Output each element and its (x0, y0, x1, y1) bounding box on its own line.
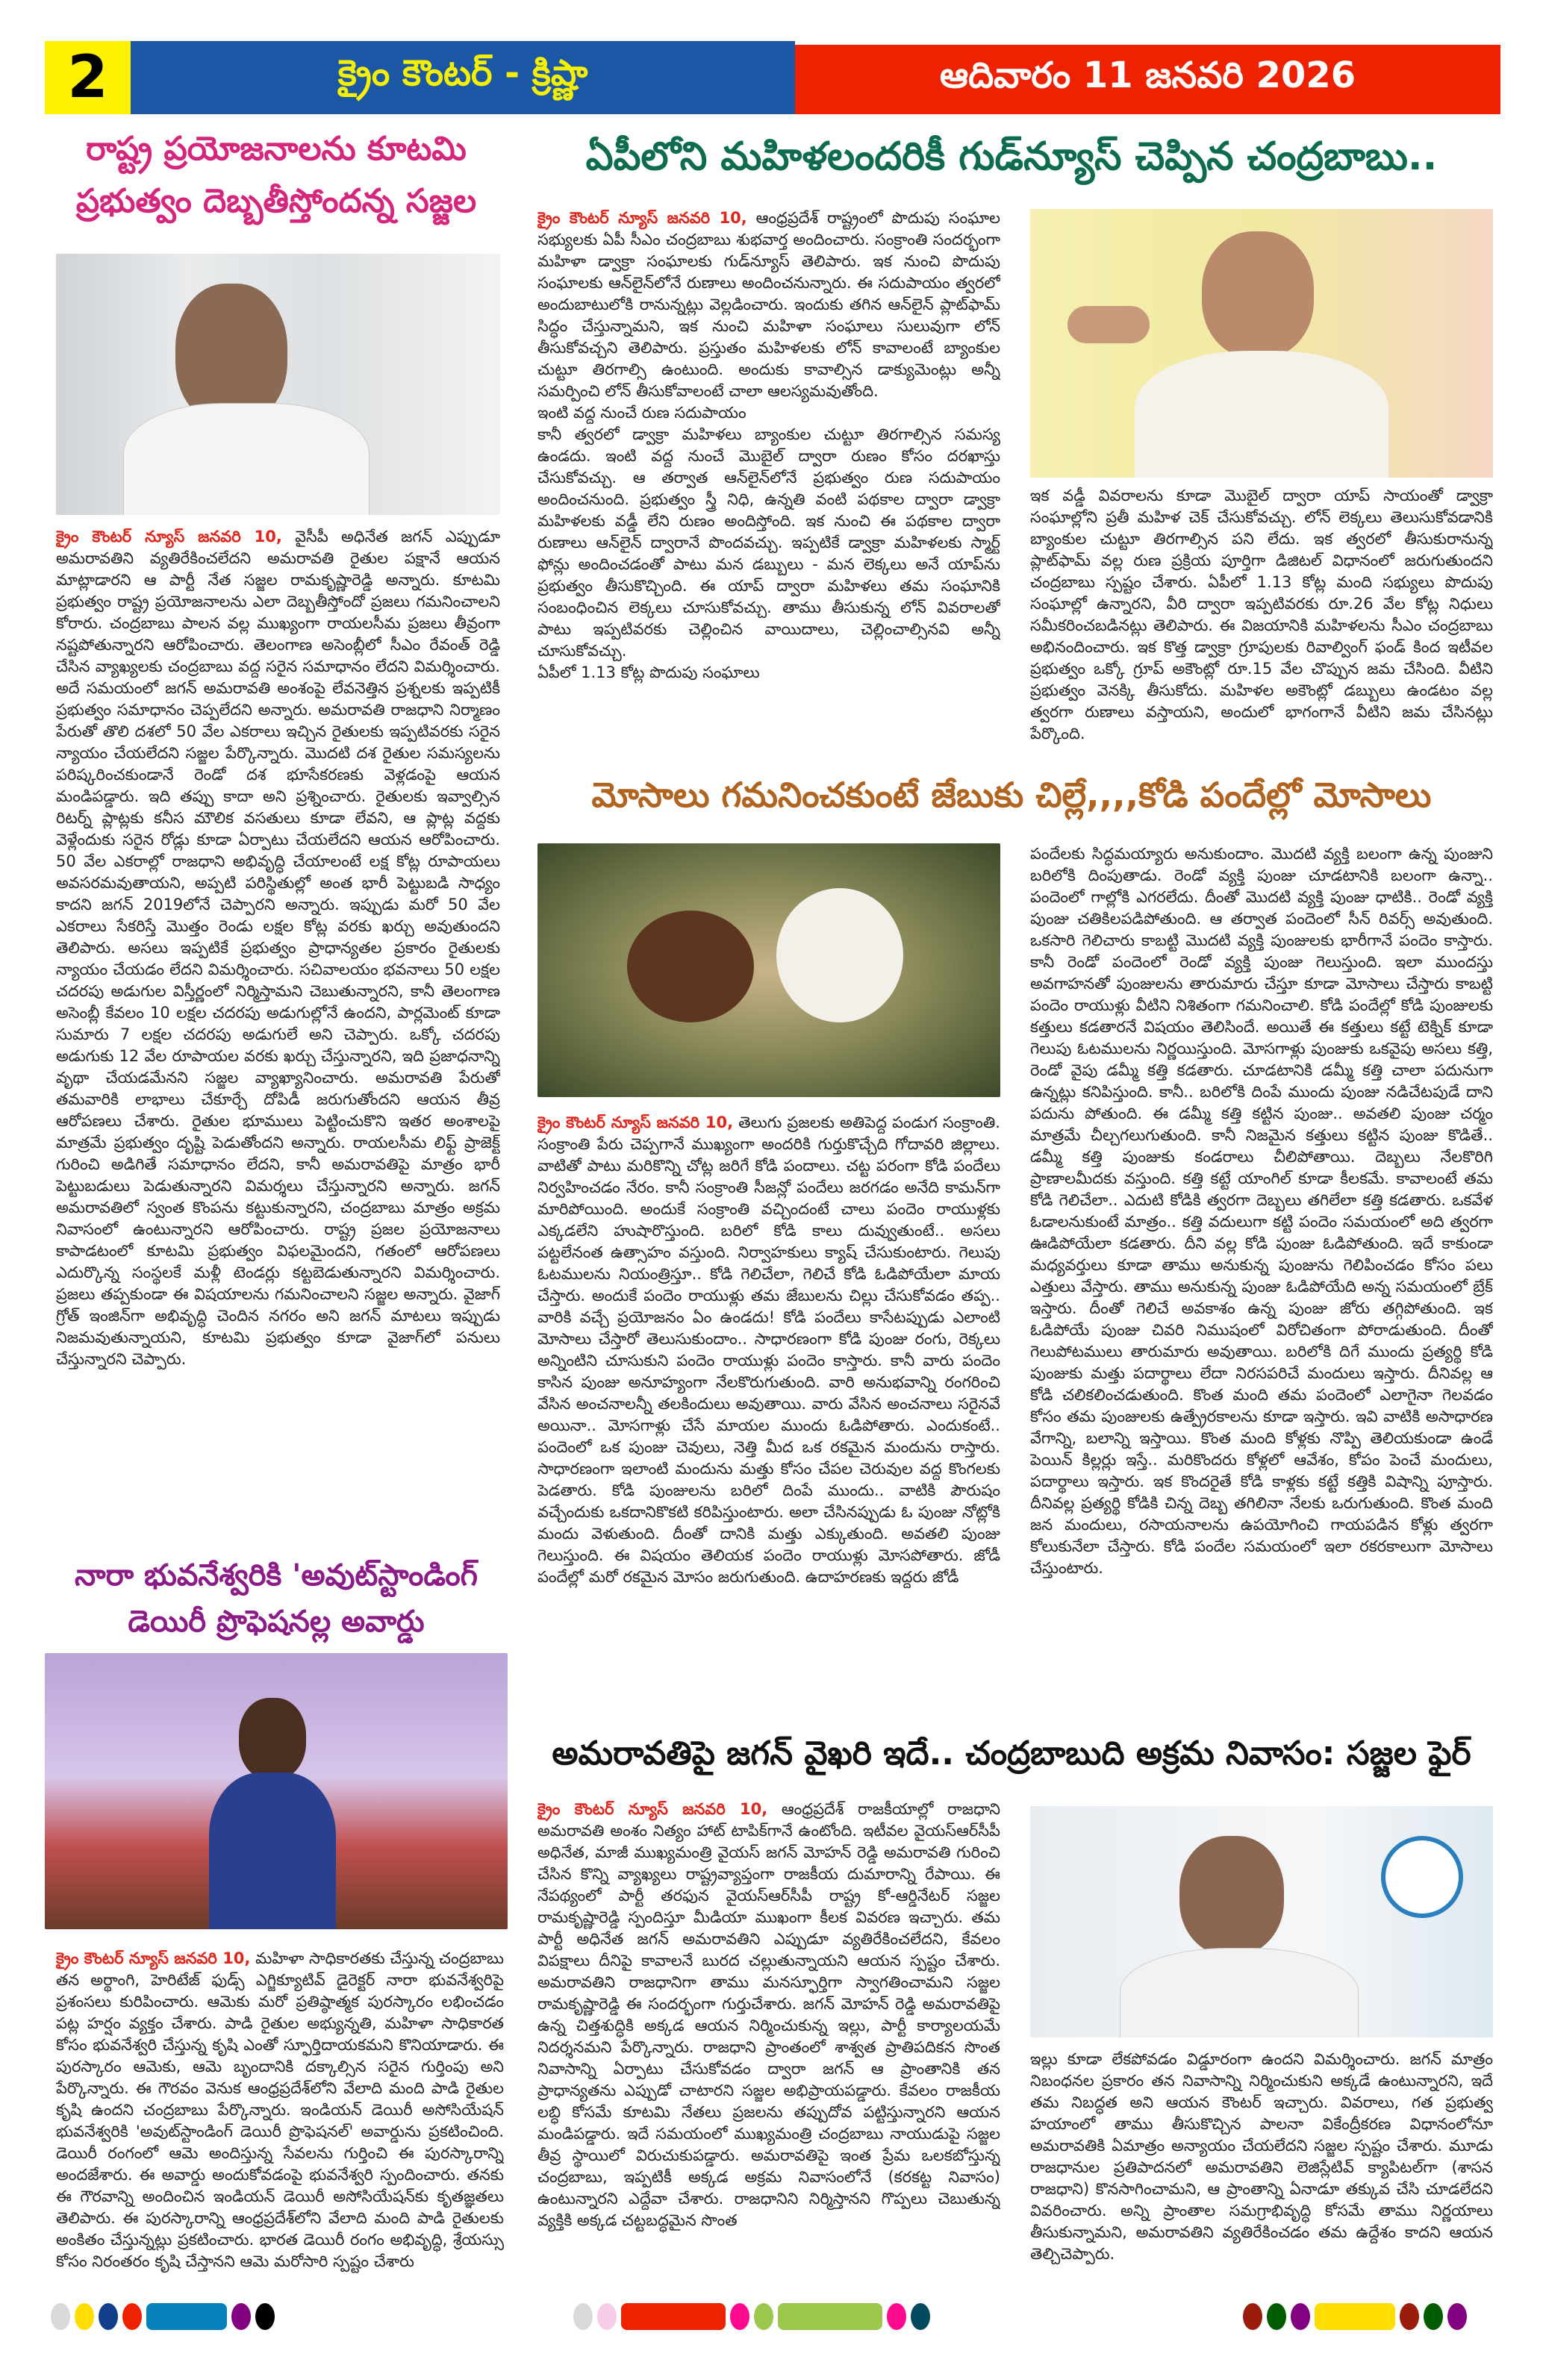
color-bar (778, 2303, 882, 2330)
color-dot (887, 2303, 906, 2330)
footer-color-strip-center (573, 2303, 930, 2330)
article-subhead: ఇంటి వద్ద నుంచే రుణ సదుపాయం (537, 404, 746, 422)
dateline: క్రైం కౌంటర్ న్యూస్ జనవరి 10, (537, 1114, 734, 1131)
goodnews-headline: ఏపీలోని మహిళలందరికీ గుడ్‌న్యూస్ చెప్పిన చంద్రబాబు.. (585, 134, 1438, 179)
paper-name: క్రైం కౌంటర్ - క్రిష్ణా (131, 41, 795, 114)
sajjala-photo (56, 254, 500, 515)
footer-color-strip-right (1243, 2303, 1467, 2330)
headline-line-1: రాష్ట్ర ప్రయోజనాలను కూటమి (86, 130, 467, 168)
dateline: క్రైం కౌంటర్ న్యూస్ జనవరి 10, (537, 1800, 768, 1818)
color-dot (122, 2303, 142, 2330)
dateline: క్రైం కౌంటర్ న్యూస్ జనవరి 10, (56, 528, 282, 546)
amaravati-headline: అమరావతిపై జగన్ వైఖరి ఇదే.. చంద్రబాబుది అక్రమ నివాసం: సజ్జల ఫైర్ (552, 1734, 1471, 1772)
color-dot (1447, 2303, 1467, 2330)
article-text: ఆంధ్రప్రదేశ్ రాష్ట్రంలో పొదుపు సంఘాల సభ్యులకు ఏపీ సీఎం చంద్రబాబు శుభవార్త అందించారు. సంక్రాంతి సందర్భంగా మహిళా డ్వాక్రా సంఘాలకు గుడ్‌న్యూస్ తెలిపారు. ఇక నుంచి పొదుపు సంఘాలకు ఆన్‌లైన్‌లోనే రుణాలు అందించనున్నారు. ఈ సదుపాయం త్వరలో అందుబాటులోకి రానున్నట్లు వెల్లడించారు. ఇందుకు తగిన ఆన్‌లైన్ ప్లాట్‌ఫామ్ సిద్ధం చేస్తున్నామని, ఇక నుంచి మహిళా సంఘాలు సులువుగా లోన్ తీసుకోవచ్చని తెలిపారు. ప్రస్తుతం మహిళలకు లోన్ కావాలంటే బ్యాంకుల చుట్టూ తిరగాల్సి ఉంటుంది. అందుకు కావాల్సిన డాక్యుమెంట్లు అన్నీ సమర్పించి లోన్ తీసుకోవాలంటే చాలా ఆలస్యమవుతోంది. (537, 209, 1000, 400)
color-dot (597, 2303, 617, 2330)
article-text: వైసీపీ అధినేత జగన్ ఎప్పుడూ అమరావతిని వ్యతిరేకించలేదని అమరావతి రైతుల పక్షానే ఆయన మాట్లాడారని ఆ పార్టీ నేత సజ్జల రామకృష్ణారెడ్డి అన్నారు. కూటమి ప్రభుత్వం రాష్ట్ర ప్రయోజనాలను ఎలా దెబ్బతీస్తోందో ప్రజలు గమనించాలని కోరారు. చంద్రబాబు పాలన వల్ల ముఖ్యంగా రాయలసీమ ప్రజలు తీవ్రంగా నష్టపోతున్నారని ఆరోపించారు. తెలంగాణ అసెంబ్లీలో సీఎం రేవంత్ రెడ్డి చేసిన వ్యాఖ్యలకు చంద్రబాబు వద్ద సరైన సమాధానం లేదని విమర్శించారు. అదే సమయంలో జగన్ అమరావతి అంశంపై లేవనెత్తిన ప్రశ్నలకు ఇప్పటికీ ప్రభుత్వం సమాధానం చెప్పలేదని అన్నారు. అమరావతి రాజధాని నిర్మాణం పేరుతో తొలి దశలో 50 వేల ఎకరాలు ఇచ్చిన రైతులకు ఇప్పటివరకు సరైన న్యాయం చేయలేదని సజ్జల పేర్కొన్నారు. మొదటి దశ రైతుల సమస్యలను పరిష్కరించకుండానే రెండో దశ భూసేకరణకు వెళ్లడంపై ఆయన మండిపడ్డారు. ఇది తప్పు కాదా అని ప్రశ్నించారు. రైతులకు ఇవ్వాల్సిన రిటర్న్ ప్లాట్లకు కనీస మౌలిక వసతులు కూడా లేవని, ఆ ప్లాట్ల వద్దకు వెళ్లేందుకు సరైన రోడ్లు కూడా ఏర్పాటు చేయలేదని ఆయన ఆరోపించారు. 50 వేల ఎకరాల్లో రాజధాని అభివృద్ధి చేయాలంటే లక్ష కోట్ల రూపాయలు అవసరమవుతాయని, అప్పటి పరిస్థితుల్లో అంత భారీ పెట్టుబడి సాధ్యం కాదని జగన్ 2019లోనే చెప్పారని అన్నారు. ఇప్పుడు మరో 50 వేల ఎకరాలు సేకరిస్తే మొత్తం రెండు లక్షల కోట్ల వరకు ఖర్చు అవుతుందని తెలిపారు. అసలు ఇప్పటికే ప్రభుత్వం ప్రాధాన్యతల ప్రకారం రైతులకు న్యాయం చేయడం లేదని విమర్శించారు. సచివాలయం భవనాలు 50 లక్షల చదరపు అడుగుల విస్తీర్ణంలో నిర్మిస్తామని చెబుతున్నారని, కానీ తెలంగాణ అసెంబ్లీ కేవలం 10 లక్షల చదరపు అడుగుల్లోనే ఉందని, పార్లమెంట్ కూడా సుమారు 7 లక్షల చదరపు అడుగులే అని చెప్పారు. ఒక్కో చదరపు అడుగుకు 12 వేల రూపాయల వరకు ఖర్చు చేస్తున్నారని, ఇది ప్రజాధనాన్ని వృథా చేయడమేనని సజ్జల వ్యాఖ్యానించారు. అమరావతి పేరుతో తమవారికి లాభాలు చేకూర్చే దోపిడీ జరుగుతోందని ఆయన తీవ్ర ఆరోపణలు చేశారు. రైతుల భూములు పెట్టించుకొని ఇతర అంశాలపై మాత్రమే ప్రభుత్వం దృష్టి పెడుతోందని అన్నారు. రాయలసీమ లిఫ్ట్ ప్రాజెక్ట్ గురించి అడిగితే సమాధానం లేదని, కానీ అమరావతిపై మాత్రం భారీ పెట్టుబడులు పెడుతున్నారని విమర్శలు చేస్తున్నారని అన్నారు. జగన్ అమరావతిలో స్వంత కొంపను కట్టుకున్నారని, చంద్రబాబు మాత్రం అక్రమ నివాసంలో ఉంటున్నారని ఆరోపించారు. రాష్ట్ర ప్రజల ప్రయోజనాలు కాపాడటంలో కూటమి ప్రభుత్వం విఫలమైందని, గతంలో ఆరోపణలు ఎదుర్కొన్న సంస్థలకే మళ్లీ టెండర్లు కట్టబెడుతున్నారని విమర్శించారు. ప్రజలు తప్పకుండా ఈ విషయాలను గమనించాలని సజ్జల అన్నారు. వైజాగ్ గ్రోత్ ఇంజిన్‌గా అభివృద్ధి చెందిన నగరం అని జగన్ మాటలు ఇప్పుడు నిజమవుతున్నాయని, కూటమి ప్రభుత్వం కూడా వైజాగ్‌లో పనులు చేస్తున్నారని చెప్పారు. (56, 528, 500, 1368)
article-subhead-2: ఏపీలో 1.13 కోట్ల పొదుపు సంఘాలు (537, 663, 760, 681)
headline-line-2: ప్రభుత్వం దెబ్బతీస్తోందన్న సజ్జల (75, 182, 477, 220)
color-dot (911, 2303, 930, 2330)
color-dot (99, 2303, 118, 2330)
color-dot (1267, 2303, 1286, 2330)
page-number: 2 (45, 41, 131, 114)
color-dot (1291, 2303, 1310, 2330)
cockfight-article-body (537, 1112, 1000, 1717)
color-dot (75, 2303, 94, 2330)
issue-date: ఆదివారం 11 జనవరి 2026 (795, 45, 1500, 114)
color-dot (1400, 2303, 1419, 2330)
chandrababu-photo (1030, 209, 1493, 478)
article-text-2: కానీ త్వరలో డ్వాక్రా మహిళలు బ్యాంకుల చుట్టూ తిరగాల్సిన సమస్య ఉండదు. ఇంటి వద్ద నుంచే మొబైల్ ద్వారా రుణం కోసం దరఖాస్తు చేసుకోవచ్చు. ఆ తర్వాత ఆన్‌లైన్‌లోనే ప్రభుత్వం రుణ సదుపాయం అందించనుంది. ప్రభుత్వం స్త్రీ నిధి, ఉన్నతి వంటి పథకాల ద్వారా డ్వాక్రా మహిళలకు వడ్డీ లేని రుణం అందిస్తోంది. ఇక నుంచి ఈ పథకాల ద్వారా రుణాలు ఆన్‌లైన్ ద్వారానే పొందవచ్చు. ఇప్పటికే డ్వాక్రా మహిళలకు స్మార్ట్ ఫోన్లు అందించడంతో పాటు మన డబ్బులు - మన లెక్కలు అనే యాప్‌ను ప్రభుత్వం తీసుకొచ్చింది. ఈ యాప్ ద్వారా మహిళలు తమ సంఘానికి సంబంధించిన లెక్కలు చూసుకోవచ్చు. తాము తీసుకున్న లోన్ వివరాలతో పాటు ఇప్పటివరకు చెల్లించిన వాయిదాలు, చెల్లించాల్సినవి అన్నీ చూసుకోవచ్చు. (537, 425, 1000, 660)
sajjala-headline (45, 123, 508, 228)
color-dot (1424, 2303, 1443, 2330)
color-dot (1243, 2303, 1262, 2330)
cockfight-headline: మోసాలు గమనించకుంటే జేబుకు చిల్లే,,,,కోడి పందేల్లో మోసాలు (591, 775, 1432, 815)
bhuvaneswari-article-body (56, 1948, 504, 2295)
sajjala-article-body (56, 526, 500, 1541)
sajjala-press-photo (1030, 1806, 1493, 2037)
article-text: ఆంధ్రప్రదేశ్ రాజకీయాల్లో రాజధాని అమరావతి అంశం నిత్యం హాట్ టాపిక్‌గానే ఉంటోంది. ఇటీవల వైయస్‌ఆర్‌సీపీ అధినేత, మాజీ ముఖ్యమంత్రి వైయస్ జగన్ మోహన్ రెడ్డి అమరావతి గురించి చేసిన కొన్ని వ్యాఖ్యలు రాష్ట్రవ్యాప్తంగా రాజకీయ దుమారాన్ని రేపాయి. ఈ నేపథ్యంలో పార్టీ తరఫున వైయస్‌ఆర్‌సీపీ రాష్ట్ర కో-ఆర్డినేటర్ సజ్జల రామకృష్ణారెడ్డి స్పందిస్తూ మీడియా ముఖంగా కీలక వివరణ ఇచ్చారు. తమ పార్టీ అధినేత జగన్ అమరావతిని ఎప్పుడూ వ్యతిరేకించలేదని, కేవలం విపక్షాలు దీనిపై కావాలనే బురద చల్లుతున్నాయని ఆయన స్పష్టం చేశారు. అమరావతిని రాజధానిగా తాము మనస్ఫూర్తిగా స్వాగతించామని సజ్జల రామకృష్ణారెడ్డి ఈ సందర్భంగా గుర్తుచేశారు. జగన్ మోహన్ రెడ్డి అమరావతిపై ఉన్న చిత్తశుద్ధికి అక్కడ ఆయన నిర్మించుకున్న ఇల్లు, పార్టీ కార్యాలయమే నిదర్శనమని పేర్కొన్నారు. రాజధాని ప్రాంతంలో శాశ్వత ప్రాతిపదికన సొంత నివాసాన్ని ఏర్పాటు చేసుకోవడం ద్వారా జగన్ ఆ ప్రాంతానికి తన ప్రాధాన్యతను ఎప్పుడో చాటారని సజ్జల అభిప్రాయపడ్డారు. కేవలం రాజకీయ లబ్ధి కోసమే కూటమి నేతలు ప్రజలను తప్పుదోవ పట్టిస్తున్నారని ఆయన మండిపడ్డారు. ఇదే సమయంలో ముఖ్యమంత్రి చంద్రబాబు నాయుడుపై సజ్జల తీవ్ర స్థాయిలో విరుచుకుపడ్డారు. అమరావతిపై ఇంత ప్రేమ ఒలకబోస్తున్న చంద్రబాబు, ఇప్పటికీ అక్కడ అక్రమ నివాసంలోనే (కరకట్ట నివాసం) ఉంటున్నారని ఎద్దేవా చేశారు. రాజధానిని నిర్మిస్తానని గొప్పలు చెబుతున్న వ్యక్తికి అక్కడ చట్టబద్ధమైన సొంత (537, 1800, 1000, 2229)
article-text: మహిళా సాధికారతకు చేస్తున్న చంద్రబాబు తన అర్థాంగి, హెరిటేజ్ ఫుడ్స్ ఎగ్జిక్యూటివ్ డైరెక్టర్ నారా భువనేశ్వరిపై ప్రశంసలు కురిపించారు. ఆమెకు మరో ప్రతిష్ఠాత్మక పురస్కారం లభించడం పట్ల హర్షం వ్యక్తం చేశారు. పాడి రైతుల అభ్యున్నతి, మహిళా సాధికారత కోసం భువనేశ్వరి చేస్తున్న కృషి ఎంతో స్ఫూర్తిదాయకమని కొనియాడారు. ఈ పురస్కారం ఆమెకు, ఆమె బృందానికి దక్కాల్సిన సరైన గుర్తింపు అని పేర్కొన్నారు. ఈ గౌరవం వెనుక ఆంధ్రప్రదేశ్‌లోని వేలాది మంది పాడి రైతుల కృషి ఉందని చంద్రబాబు పేర్కొన్నారు. ఇండియన్ డెయిరీ అసోసియేషన్ భువనేశ్వరికి 'అవుట్‌స్టాండింగ్ డెయిరీ ప్రొఫెషనల్' అవార్డును ప్రకటించింది. డెయిరీ రంగంలో ఆమె అందిస్తున్న సేవలను గుర్తించి ఈ పురస్కారాన్ని అందజేశారు. ఈ అవార్డు అందుకోవడంపై భువనేశ్వరి స్పందించారు. తనకు ఈ గౌరవాన్ని అందించిన ఇండియన్ డెయిరీ అసోసియేషన్‌కు కృతజ్ఞతలు తెలిపారు. ఈ పురస్కారాన్ని ఆంధ్రప్రదేశ్‌లోని వేలాది మంది పాడి రైతులకు అంకితం చేస్తున్నట్లు ప్రకటించారు. భారత డెయిరీ రంగం అభివృద్ధి, శ్రేయస్సు కోసం నిరంతరం కృషి చేస్తానని ఆమె మరోసారి స్పష్టం చేశారు (56, 1949, 504, 2270)
headline-line-2: డెయిరీ ప్రొఫెషనల్ల అవార్డు (128, 1605, 425, 1639)
footer-color-strip-left (51, 2303, 275, 2330)
color-dot (754, 2303, 773, 2330)
bhuvaneswari-headline (45, 1552, 508, 1645)
goodnews-article-body (537, 207, 1000, 752)
dateline: క్రైం కౌంటర్ న్యూస్ జనవరి 10, (537, 209, 747, 227)
color-bar (621, 2303, 726, 2330)
color-bar (1315, 2303, 1395, 2330)
amaravati-article-body (537, 1799, 1000, 2284)
color-dot (573, 2303, 593, 2330)
color-dot (730, 2303, 749, 2330)
dateline: క్రైం కౌంటర్ న్యూస్ జనవరి 10, (56, 1949, 251, 1967)
article-text: తెలుగు ప్రజలకు అతిపెద్ద పండుగ సంక్రాంతి. సంక్రాంతి పేరు చెప్పగానే ముఖ్యంగా అందరికి గుర్తుకొచ్చేది గోదావరి జిల్లాలు. వాటితో పాటు మరికొన్ని చోట్ల జరిగే కోడి పందాలు. చట్ట పరంగా కోడి పందేలు నిర్వహించడం నేరం. కానీ సంక్రాంతి సీజన్లో పందేలు జరగడం అనేది కామన్‌గా మారిపోయింది. అందుకే సంక్రాంతి వచ్చిందంటే చాలు పందెం రాయుళ్లకు ఎక్కడలేని హుషారొస్తుంది. బరిలో కోడి కాలు దువ్వుతుంటే.. అసలు పట్టలేనంత ఉత్సాహం వస్తుంది. నిర్వాహకులు క్యాష్ చేసుకుంటారు. గెలుపు ఓటములను నియంత్రిస్తూ.. కోడి గెలిచేలా, గెలిచే కోడి ఓడిపోయేలా మాయ చేస్తారు. అందుకే పందెం రాయుళ్లు తమ జేబులను చిల్లు చేసుకోవడం తప్ప.. వారికి వచ్చే ప్రయోజనం ఏం ఉండదు! కోడి పందేలు కాసేటప్పుడు ఎలాంటి మోసాలు చేస్తారో తెలుసుకుందాం.. సాధారణంగా కోడి పుంజు రంగు, రెక్కలు అన్నింటిని చూసుకుని పందెం రాయుళ్లు పందెం కాస్తారు. కానీ వారు పందెం కాసిన పుంజు అనూహ్యంగా నేలకొరుగుతుంది. వారి అనుభవాన్ని రంగరించి వేసిన అంచనాలన్నీ తలకిందులు అవుతాయి. వారు వేసిన అంచనాలు సరైనవే అయినా.. మోసగాళ్లు చేసే మాయల ముందు ఓడిపోతారు. ఎందుకంటే.. పందెంలో ఒక పుంజు చెవులు, నెత్తి మీద ఒక రకమైన మందును రాస్తారు. సాధారణంగా ఇలాంటి మందును మత్తు కోసం చేపల చెరువుల వద్ద కొంగలకు పెడతారు. కోడి పుంజులను బరిలో దింపే ముందు.. వాటికి పౌరుషం వచ్చేందుకు ఒకదానికొకటి కరిపిస్తుంటారు. అలా చేసినప్పుడు ఓ పుంజు నోట్లోకి మందు వెళుతుంది. దీంతో దానికి మత్తు ఎక్కుతుంది. అవతలి పుంజు గెలుస్తుంది. ఈ విషయం తెలియక పందెం రాయుళ్లు మోసపోతారు. జోడీ పందేల్లో మరో రకమైన మోసం జరుగుతుంది. ఉదాహరణకు ఇద్దరు జోడీ (537, 1114, 1000, 1586)
goodnews-article-continued: ఇక వడ్డీ వివరాలను కూడా మొబైల్ ద్వారా యాప్ సాయంతో డ్వాక్రా సంఘాల్లోని ప్రతీ మహిళ చెక్ చేసుకోవచ్చు. లోన్ లెక్కలు తెలుసుకోవడానికి బ్యాంకుల చుట్టూ తిరగాల్సిన పని లేదు. ఇక త్వరలో తీసుకురానున్న ప్లాట్‌ఫామ్ వల్ల రుణ ప్రక్రియ పూర్తిగా డిజిటల్ విధానంలో జరుగుతుందని చంద్రబాబు స్పష్టం చేశారు. ఏపీలో 1.13 కోట్ల మంది సభ్యులు పొదుపు సంఘాల్లో ఉన్నారని, వీరి ద్వారా ఇప్పటివరకు రూ.26 వేల కోట్ల నిధులు సమీకరించబడినట్లు తెలిపారు. ఈ విజయానికి మహిళలను సీఎం చంద్రబాబు అభినందించారు. ఇక కొత్త డ్వాక్రా గ్రూపులకు రివాల్వింగ్ ఫండ్ కింద ఇటీవల ప్రభుత్వం ఒక్కో గ్రూప్ అకౌంట్లో రూ.15 వేల చొప్పున జమ చేసింది. వీటిని ప్రభుత్వం వెనక్కి తీసుకోదు. మహిళల అకౌంట్లో డబ్బులు ఉండటం వల్ల త్వరగా రుణాలు వస్తాయని, అందులో భాగంగానే వీటిని జమ చేసినట్లు పేర్కొంది. (1030, 487, 1493, 743)
color-bar (146, 2303, 227, 2330)
headline-line-1: నారా భువనేశ్వరికి 'అవుట్‌స్టాండింగ్ (75, 1558, 478, 1593)
cockfight-photo (537, 843, 1000, 1097)
cockfight-article-continued: పందేలకు సిద్ధమయ్యారు అనుకుందాం. మొదటి వ్యక్తి బలంగా ఉన్న పుంజుని బరిలోకి దింపుతాడు. రెండో వ్యక్తి పుంజు చూడటానికి బలంగా ఉన్నా.. పందెంలో గాల్లోకి ఎగరలేదు. దీంతో మొదటి వ్యక్తి పుంజు ధాటికి.. రెండో వ్యక్తి పుంజు చతికిలపడిపోతుంది. ఆ తర్వాత పందెంలో సీన్ రివర్స్ అవుతుంది. ఒకసారి గెలిచారు కాబట్టి మొదటి వ్యక్తి పుంజులకు భారీగానే పందెం కాస్తారు. కానీ రెండో పందెంలో రెండో వ్యక్తి పుంజు గెలుస్తుంది. ఇలా ముందస్తు అవగాహనతో పుంజులను తారుమారు చేస్తూ కూడా మోసాలు చేస్తారు కాబట్టి పందెం రాయుళ్లు వీటిని నిశితంగా గమనించాలి. కోడి పందేల్లో కోడి పుంజులకు కత్తులు కడతారనే విషయం తెలిసిందే. అయితే ఈ కత్తులు కట్టే టెక్నిక్ కూడా గెలుపు ఓటములను నిర్ణయిస్తుంది. మోసగాళ్లు పుంజుకు ఒకవైపు అసలు కత్తి, రెండో వైపు డమ్మీ కత్తి కడతారు. చూడటానికి డమ్మీ కత్తి చాలా పదునుగా ఉన్నట్లు కనిపిస్తుంది. కానీ.. బరిలోకి దింపే ముందు పుంజు నడిచేటపుడే దాని పదును పోతుంది. ఈ డమ్మీ కత్తి కట్టిన పుంజు.. అవతలి పుంజు చర్మం మాత్రమే చీల్చగలుగుతుంది. కానీ నిజమైన కత్తులు కట్టిన పుంజు కొడితే.. డమ్మీ కత్తి పుంజుకు కండరాలు చీలిపోతాయి. దెబ్బలు నేలకొరిగి ప్రాణాలమీదకు వస్తుంది. కత్తి కట్టే యాంగిల్ కూడా కీలకమే. కావాలంటే తమ కోడి గెలిచేలా.. ఎదుటి కోడికి త్వరగా దెబ్బలు తగిలేలా కత్తి కడతారు. ఒకవేళ ఓడాలనుకుంటే మాత్రం.. కత్తి వదులుగా కట్టి పందెం సమయంలో అది త్వరగా ఊడిపోయేలా కడతారు. దీని వల్ల కోడి పుంజు ఓడిపోతుంది. ఇదే కాకుండా మధ్యవర్తులు కూడా తాము అనుకున్న పుంజును గెలిపించడం కోసం పలు ఎత్తులు వేస్తారు. తాము అనుకున్న పుంజు ఓడిపోయేది అన్న సమయంలో బ్రేక్ ఇస్తారు. దీంతో గెలిచే అవకాశం ఉన్న పుంజు జోరు తగ్గిపోతుంది. ఇక ఓడిపోయే పుంజు చివరి నిముషంలో విరోచితంగా పోరాడుతుంది. దీంతో గెలుపోటములు తారుమారు అవుతాయి. బరిలోకి దిగే ముందు ప్రత్యర్థి కోడి పుంజుకు మత్తు పదార్థాలు లేదా నిరసపరిచే మందులు ఇస్తారు. దీనివల్ల ఆ కోడి చలికలించడుతుంది. కొంత మంది తమ పందెంలో ఎలాగైనా గెలవడం కోసం తమ పుంజులకు ఉత్ప్రేరకాలను కూడా ఇస్తారు. ఇవి వాటికి అసాధారణ వేగాన్ని, బలాన్ని ఇస్తాయి. కొంత మంది కోళ్లకు నొప్పి తెలియకుండా ఉండే పెయిన్ కిల్లర్లు ఇస్తే.. మరికొందరు కోళ్లలో ఆవేశం, కోపం పెంచే మందులు, పదార్థాలు ఇస్తారు. ఇక కొందరైతే కోడి కాళ్లకు కట్టే కత్తికి విషాన్ని పూస్తారు. దీనివల్ల ప్రత్యర్థి కోడికి చిన్న దెబ్బ తగిలినా నేలకు ఒరుగుతుంది. కొంత మంది జన మందులు, రసాయనాలను ఉపయోగించి గాయపడిన కోళ్లు త్వరగా కోలుకునేలా చేస్తారు. కోడి పందేల సమయంలో ఇలా రకరకాలుగా మోసాలు చేస్తుంటారు. (1030, 845, 1493, 1577)
bhuvaneswari-photo (45, 1653, 508, 1929)
color-dot (231, 2303, 251, 2330)
color-dot (51, 2303, 70, 2330)
amaravati-article-continued: ఇల్లు కూడా లేకపోవడం విడ్డూరంగా ఉందని విమర్శించారు. జగన్ మాత్రం నిబంధనల ప్రకారం తన నివాసాన్ని నిర్మించుకుని అక్కడే ఉంటున్నారని, ఇదే తమ నిబద్ధత అని ఆయన కౌంటర్ ఇచ్చారు. వివరాలు, గత ప్రభుత్వ హయాంలో తాము తీసుకొచ్చిన పాలనా వికేంద్రీకరణ విధానంలోనూ అమరావతికి ఏమాత్రం అన్యాయం చేయలేదని సజ్జల స్పష్టం చేశారు. మూడు రాజధానుల ప్రతిపాదనలో అమరావతిని లెజిస్లేటివ్ క్యాపిటల్‌గా (శాసన రాజధాని) కొనసాగించామని, ఆ ప్రాంతాన్ని ఏనాడూ తక్కువ చేసి చూడలేదని వివరించారు. అన్ని ప్రాంతాల సమగ్రాభివృద్ధి కోసమే తాము నిర్ణయాలు తీసుకున్నామని, అమరావతిని వ్యతిరేకించడం తమ ఉద్దేశం కాదని ఆయన తెల్చిచెప్పారు. (1030, 2050, 1493, 2263)
color-dot (255, 2303, 275, 2330)
